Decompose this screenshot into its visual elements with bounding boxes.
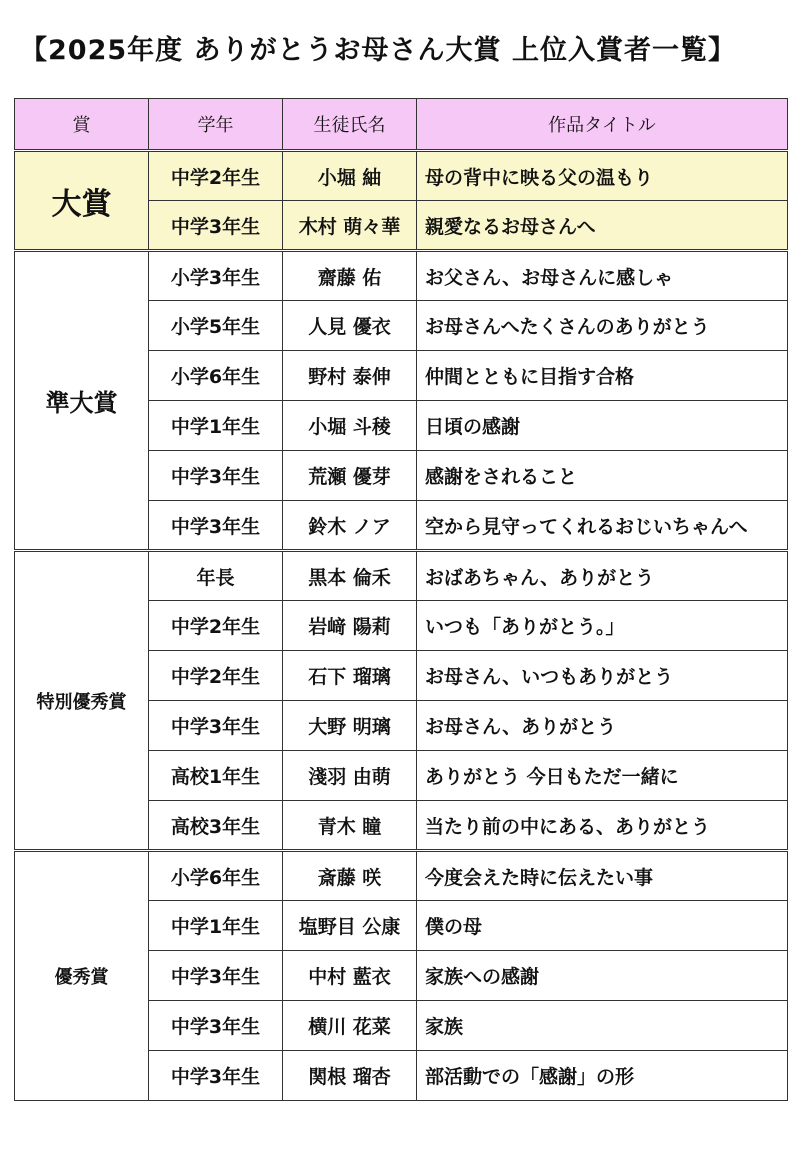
student-name-cell: 横川 花菜 — [283, 1001, 417, 1051]
work-title-cell: お父さん、お母さんに感しゃ — [417, 251, 788, 301]
grade-cell: 年長 — [149, 551, 283, 601]
student-name-cell: 大野 明璃 — [283, 701, 417, 751]
grade-cell: 高校1年生 — [149, 751, 283, 801]
award-label-grand-prize: 大賞 — [15, 151, 149, 251]
work-title-cell: 家族への感謝 — [417, 951, 788, 1001]
header-name: 生徒氏名 — [283, 99, 417, 151]
award-label-second-prize: 準大賞 — [15, 251, 149, 551]
student-name-cell: 木村 萌々華 — [283, 201, 417, 251]
work-title-cell: 感謝をされること — [417, 451, 788, 501]
work-title-cell: お母さんへたくさんのありがとう — [417, 301, 788, 351]
work-title-cell: おばあちゃん、ありがとう — [417, 551, 788, 601]
work-title-cell: お母さん、いつもありがとう — [417, 651, 788, 701]
student-name-cell: 淺羽 由萌 — [283, 751, 417, 801]
grade-cell: 高校3年生 — [149, 801, 283, 851]
student-name-cell: 人見 優衣 — [283, 301, 417, 351]
student-name-cell: 塩野目 公康 — [283, 901, 417, 951]
header-work-title: 作品タイトル — [417, 99, 788, 151]
grade-cell: 中学3年生 — [149, 201, 283, 251]
student-name-cell: 鈴木 ノア — [283, 501, 417, 551]
work-title-cell: 親愛なるお母さんへ — [417, 201, 788, 251]
work-title-cell: 当たり前の中にある、ありがとう — [417, 801, 788, 851]
grade-cell: 中学2年生 — [149, 601, 283, 651]
work-title-cell: いつも「ありがとう。」 — [417, 601, 788, 651]
work-title-cell: 空から見守ってくれるおじいちゃんへ — [417, 501, 788, 551]
grade-cell: 小学5年生 — [149, 301, 283, 351]
grade-cell: 中学1年生 — [149, 401, 283, 451]
student-name-cell: 石下 瑠璃 — [283, 651, 417, 701]
table-row — [15, 851, 788, 901]
work-title-cell: 僕の母 — [417, 901, 788, 951]
work-title-cell: 今度会えた時に伝えたい事 — [417, 851, 788, 901]
student-name-cell: 岩﨑 陽莉 — [283, 601, 417, 651]
table-row — [15, 151, 788, 201]
grade-cell: 中学3年生 — [149, 501, 283, 551]
work-title-cell: 日頃の感謝 — [417, 401, 788, 451]
student-name-cell: 齋藤 佑 — [283, 251, 417, 301]
grade-cell: 中学3年生 — [149, 951, 283, 1001]
student-name-cell: 斎藤 咲 — [283, 851, 417, 901]
student-name-cell: 関根 瑠杏 — [283, 1051, 417, 1101]
work-title-cell: 仲間とともに目指す合格 — [417, 351, 788, 401]
student-name-cell: 黒本 倫禾 — [283, 551, 417, 601]
grade-cell: 中学1年生 — [149, 901, 283, 951]
student-name-cell: 中村 藍衣 — [283, 951, 417, 1001]
work-title-cell: 家族 — [417, 1001, 788, 1051]
grade-cell: 中学2年生 — [149, 651, 283, 701]
table-header-row — [15, 99, 788, 151]
header-grade: 学年 — [149, 99, 283, 151]
award-label-special-excellence: 特別優秀賞 — [15, 551, 149, 851]
grade-cell: 小学6年生 — [149, 851, 283, 901]
page-title: 【2025年度 ありがとうお母さん大賞 上位入賞者一覧】 — [20, 35, 736, 66]
grade-cell: 小学6年生 — [149, 351, 283, 401]
award-label-excellence: 優秀賞 — [15, 851, 149, 1101]
student-name-cell: 小堀 斗稜 — [283, 401, 417, 451]
work-title-cell: 母の背中に映る父の温もり — [417, 151, 788, 201]
table-row — [15, 551, 788, 601]
awards-table — [14, 98, 788, 1101]
student-name-cell: 野村 泰伸 — [283, 351, 417, 401]
grade-cell: 中学3年生 — [149, 701, 283, 751]
work-title-cell: 部活動での「感謝」の形 — [417, 1051, 788, 1101]
grade-cell: 小学3年生 — [149, 251, 283, 301]
student-name-cell: 荒瀬 優芽 — [283, 451, 417, 501]
work-title-cell: お母さん、ありがとう — [417, 701, 788, 751]
grade-cell: 中学2年生 — [149, 151, 283, 201]
student-name-cell: 小堀 紬 — [283, 151, 417, 201]
table-row — [15, 251, 788, 301]
grade-cell: 中学3年生 — [149, 451, 283, 501]
grade-cell: 中学3年生 — [149, 1051, 283, 1101]
grade-cell: 中学3年生 — [149, 1001, 283, 1051]
header-award: 賞 — [15, 99, 149, 151]
work-title-cell: ありがとう 今日もただ一緒に — [417, 751, 788, 801]
student-name-cell: 青木 瞳 — [283, 801, 417, 851]
